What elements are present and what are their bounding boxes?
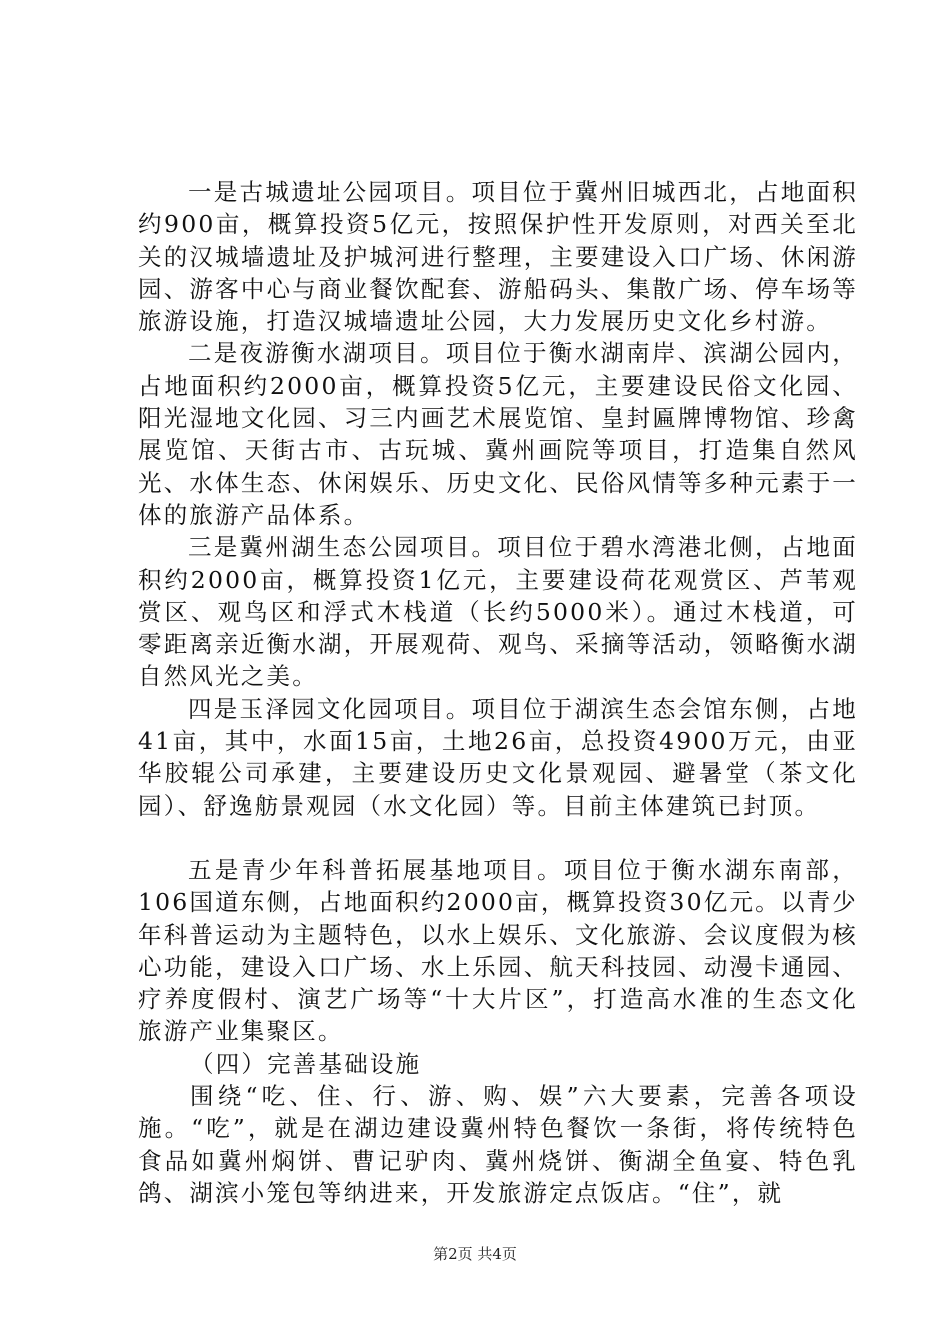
document-body [138, 176, 858, 1209]
paragraph-yuze-garden: 四是玉泽园文化园项目。项目位于湖滨生态会馆东侧，占地41亩，其中，水面15亩，土地26亩，总投资4900万元，由亚华胶辊公司承建，主要建设历史文化景观园、避暑堂（茶文化园）、舒逸舫景观园（水文化园）等。目前主体建筑已封顶。 [138, 694, 858, 820]
page-number-footer: 第2页 共4页 [433, 1245, 517, 1263]
paragraph-six-elements: 围绕“吃、住、行、游、购、娱”六大要素，完善各项设施。“吃”，就是在湖边建设冀州特色餐饮一条街，将传统特色食品如冀州焖饼、曹记驴肉、冀州烧饼、衡湖全鱼宴、特色乳鸽、湖滨小笼包等纳进来，开发旅游定点饭店。“住”，就 [138, 1082, 858, 1207]
paragraph-ancient-city-park: 一是古城遗址公园项目。项目位于冀州旧城西北，占地面积约900亩，概算投资5亿元，按照保护性开发原则，对西关至北关的汉城墙遗址及护城河进行整理，主要建设入口广场、休闲游园、游客中心与商业餐饮配套、游船码头、集散广场、停车场等旅游设施，打造汉城墙遗址公园，大力发展历史文化乡村游。 [138, 178, 858, 336]
section-heading-infrastructure: （四）完善基础设施 [190, 1049, 422, 1078]
paragraph-night-tour-hengshui-lake: 二是夜游衡水湖项目。项目位于衡水湖南岸、滨湖公园内，占地面积约2000亩，概算投资5亿元，主要建设民俗文化园、阳光湿地文化园、习三内画艺术展览馆、皇封匾牌博物馆、珍禽展览馆、天街古市、古玩城、冀州画院等项目，打造集自然风光、水体生态、休闲娱乐、历史文化、民俗风情等多种元素于一体的旅游产品体系。 [138, 339, 858, 529]
paragraph-jizhou-lake-eco-park: 三是冀州湖生态公园项目。项目位于碧水湾港北侧，占地面积约2000亩，概算投资1亿元，主要建设荷花观赏区、芦苇观赏区、观鸟区和浮式木栈道（长约5000米）。通过木栈道，可零距离亲近衡水湖，开展观荷、观鸟、采摘等活动，领略衡水湖自然风光之美。 [138, 533, 858, 691]
paragraph-youth-science-base: 五是青少年科普拓展基地项目。项目位于衡水湖东南部，106国道东侧，占地面积约2000亩，概算投资30亿元。以青少年科普运动为主题特色，以水上娱乐、文化旅游、会议度假为核心功能，建设入口广场、水上乐园、航天科技园、动漫卡通园、疗养度假村、演艺广场等“十大片区”，打造高水准的生态文化旅游产业集聚区。 [138, 855, 858, 1046]
